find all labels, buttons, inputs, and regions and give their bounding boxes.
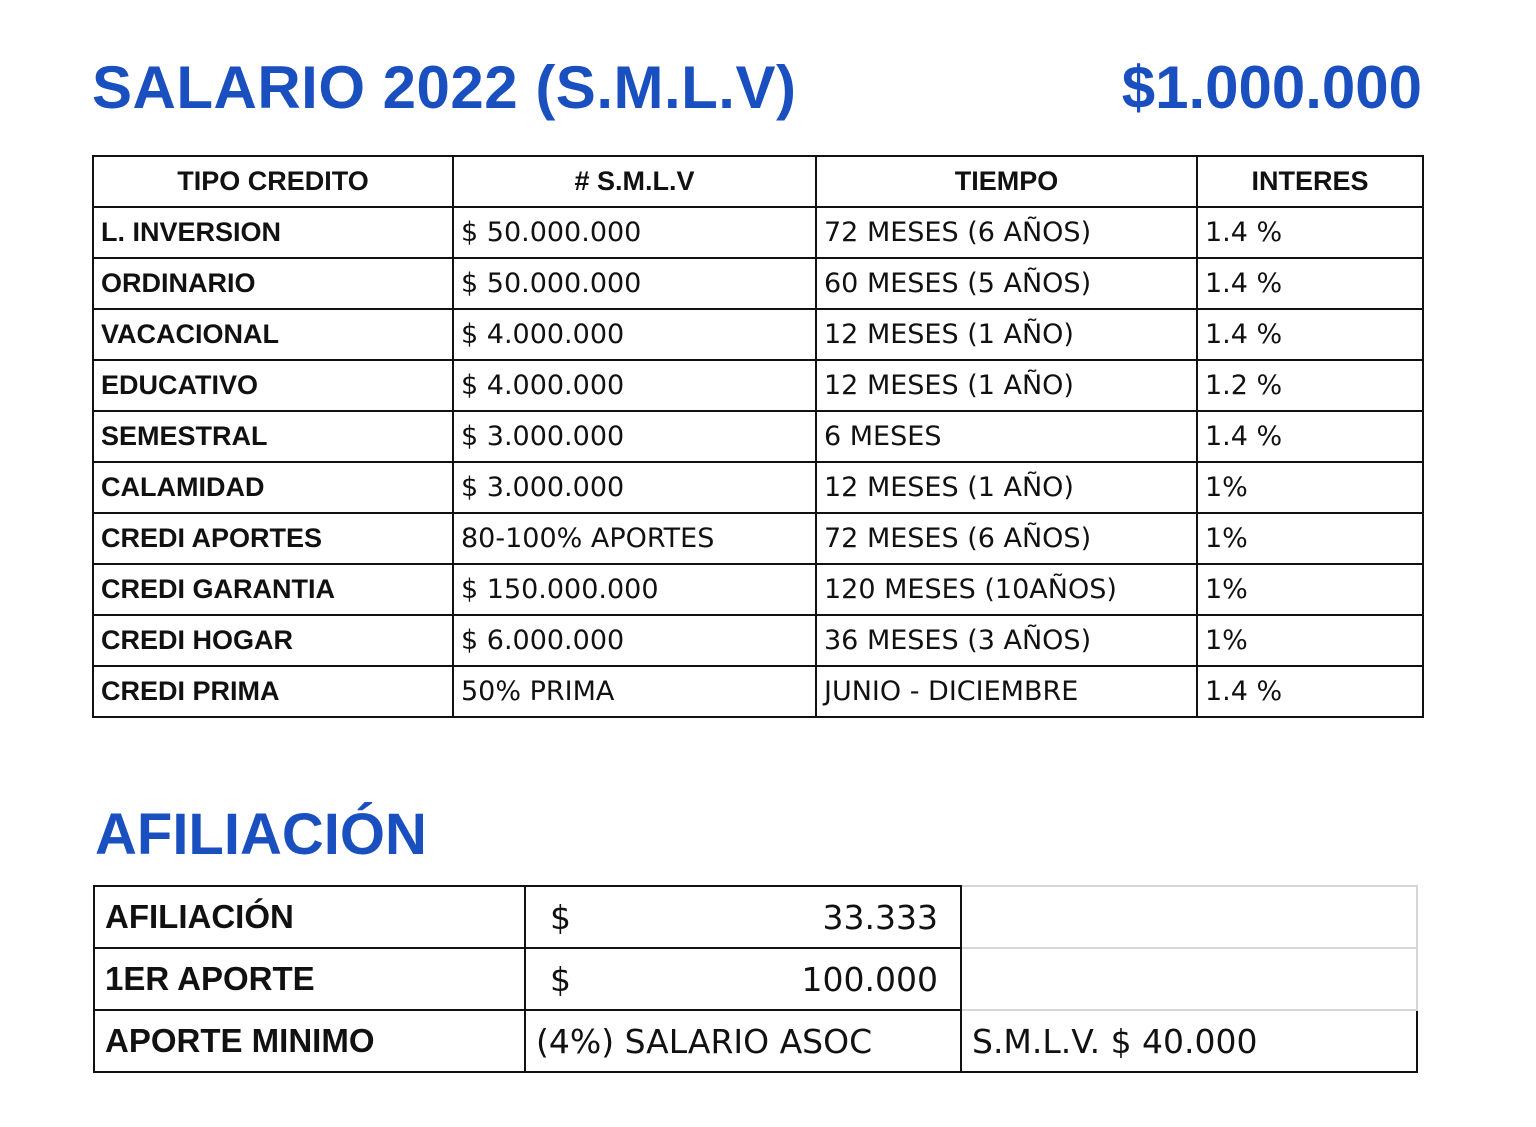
credit-term: 72 MESES (6 AÑOS) — [816, 207, 1197, 258]
credit-amount: $ 4.000.000 — [453, 309, 816, 360]
table-row — [93, 207, 1423, 258]
first-contribution-label: 1ER APORTE — [94, 948, 525, 1010]
credit-type: CREDI HOGAR — [93, 615, 453, 666]
afiliacion-table — [93, 885, 1418, 1073]
currency-symbol: $ — [550, 959, 571, 999]
credit-term: 120 MESES (10AÑOS) — [816, 564, 1197, 615]
table-row — [93, 411, 1423, 462]
credit-interest: 1% — [1197, 564, 1423, 615]
table-row — [93, 462, 1423, 513]
amount-value: 100.000 — [801, 959, 938, 999]
credit-term: JUNIO - DICIEMBRE — [816, 666, 1197, 717]
credit-term: 72 MESES (6 AÑOS) — [816, 513, 1197, 564]
minimum-contribution-label: APORTE MINIMO — [94, 1010, 525, 1072]
credit-type: L. INVERSION — [93, 207, 453, 258]
table-row — [93, 309, 1423, 360]
salary-amount: $1.000.000 — [1121, 54, 1422, 121]
table-row — [93, 564, 1423, 615]
credit-interest: 1% — [1197, 513, 1423, 564]
credit-term: 60 MESES (5 AÑOS) — [816, 258, 1197, 309]
minimum-contribution-extra: S.M.L.V. $ 40.000 — [961, 1010, 1417, 1072]
credit-interest: 1.4 % — [1197, 258, 1423, 309]
credit-interest: 1% — [1197, 462, 1423, 513]
credit-type: EDUCATIVO — [93, 360, 453, 411]
credit-amount: $ 50.000.000 — [453, 207, 816, 258]
credit-amount: $ 3.000.000 — [453, 411, 816, 462]
credit-amount: $ 4.000.000 — [453, 360, 816, 411]
credit-type: ORDINARIO — [93, 258, 453, 309]
currency-symbol: $ — [550, 897, 571, 937]
table-row — [93, 258, 1423, 309]
section-heading-afiliacion: AFILIACIÓN — [95, 802, 427, 867]
credit-type: CREDI GARANTIA — [93, 564, 453, 615]
credit-interest: 1% — [1197, 615, 1423, 666]
credit-type: CREDI PRIMA — [93, 666, 453, 717]
first-contribution-amount-cell — [525, 948, 961, 1010]
credit-type: VACACIONAL — [93, 309, 453, 360]
table-row — [93, 666, 1423, 717]
credit-term: 12 MESES (1 AÑO) — [816, 462, 1197, 513]
column-header-monto: # S.M.L.V — [453, 156, 816, 207]
credit-amount: 50% PRIMA — [453, 666, 816, 717]
credit-interest: 1.2 % — [1197, 360, 1423, 411]
table-row — [93, 360, 1423, 411]
table-row — [93, 513, 1423, 564]
page-title: SALARIO 2022 (S.M.L.V) — [92, 54, 797, 121]
table-row — [94, 948, 1417, 1010]
minimum-contribution-value: (4%) SALARIO ASOC — [525, 1010, 961, 1072]
column-header-interes: INTERES — [1197, 156, 1423, 207]
credit-interest: 1.4 % — [1197, 666, 1423, 717]
empty-cell — [961, 886, 1417, 948]
column-header-tipo: TIPO CREDITO — [93, 156, 453, 207]
credit-term: 12 MESES (1 AÑO) — [816, 360, 1197, 411]
amount-value: 33.333 — [822, 897, 938, 937]
table-row — [93, 615, 1423, 666]
credit-type: SEMESTRAL — [93, 411, 453, 462]
credit-interest: 1.4 % — [1197, 309, 1423, 360]
credit-amount: $ 6.000.000 — [453, 615, 816, 666]
empty-cell — [961, 948, 1417, 1010]
credit-type: CREDI APORTES — [93, 513, 453, 564]
credit-interest: 1.4 % — [1197, 207, 1423, 258]
table-row — [94, 886, 1417, 948]
credit-term: 12 MESES (1 AÑO) — [816, 309, 1197, 360]
afiliacion-label: AFILIACIÓN — [94, 886, 525, 948]
credit-amount: $ 3.000.000 — [453, 462, 816, 513]
credit-amount: $ 150.000.000 — [453, 564, 816, 615]
table-row — [94, 1010, 1417, 1072]
credit-type: CALAMIDAD — [93, 462, 453, 513]
credit-table-header — [93, 156, 1423, 207]
page-header — [92, 52, 1422, 132]
credit-term: 6 MESES — [816, 411, 1197, 462]
credit-table — [92, 155, 1424, 718]
credit-amount: 80-100% APORTES — [453, 513, 816, 564]
credit-interest: 1.4 % — [1197, 411, 1423, 462]
afiliacion-amount-cell — [525, 886, 961, 948]
credit-term: 36 MESES (3 AÑOS) — [816, 615, 1197, 666]
credit-amount: $ 50.000.000 — [453, 258, 816, 309]
column-header-tiempo: TIEMPO — [816, 156, 1197, 207]
